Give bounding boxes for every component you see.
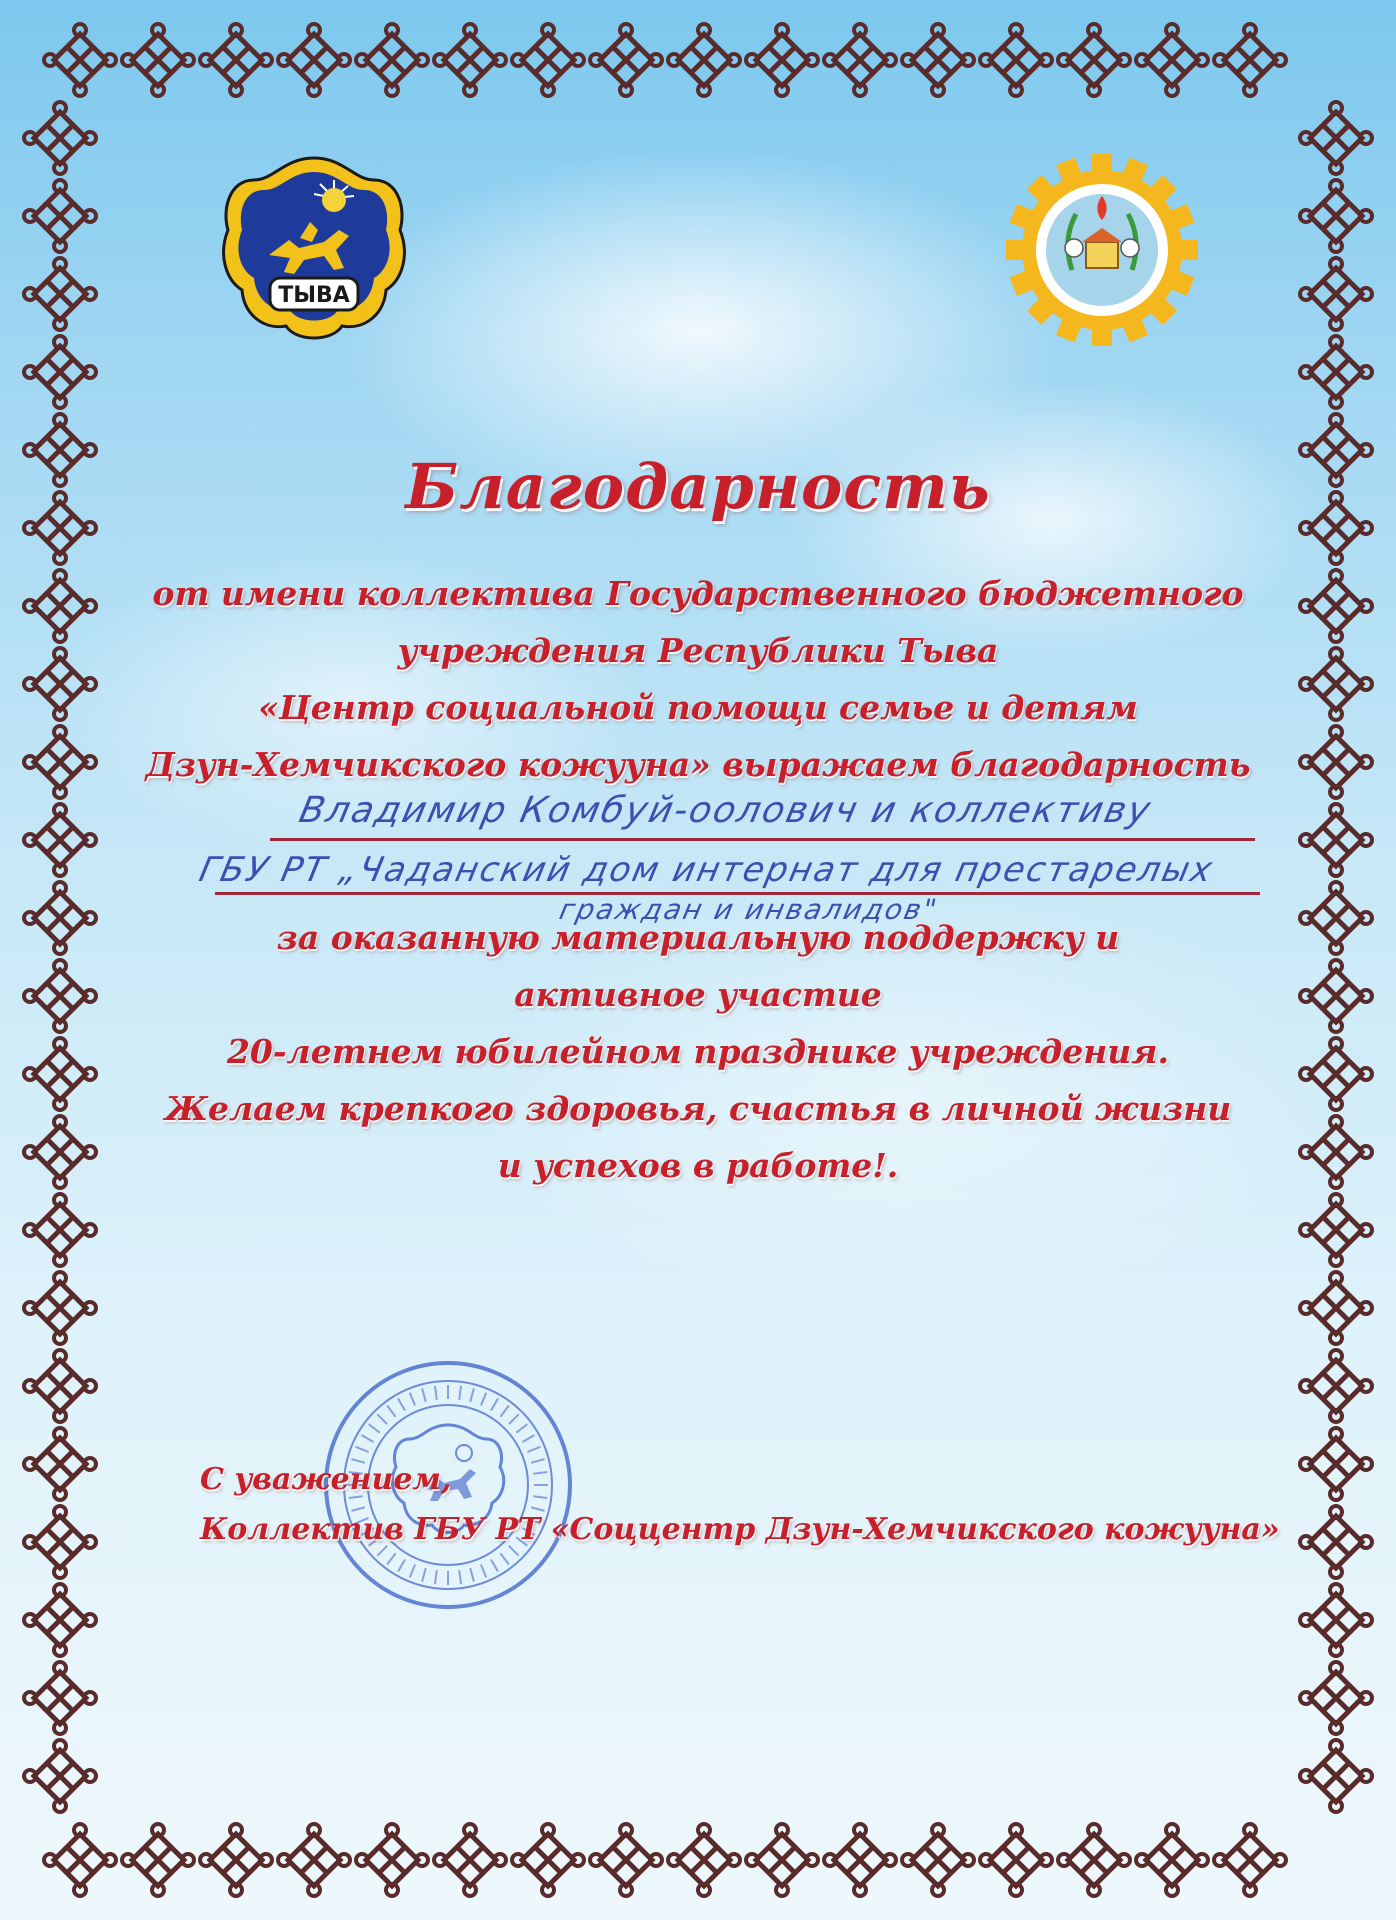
border-knot xyxy=(746,1824,818,1896)
border-knot xyxy=(1214,1824,1286,1896)
closing-signatory: Коллектив ГБУ РТ «Соццентр Дзун-Хемчикского кожууна» xyxy=(200,1512,1280,1547)
border-knot xyxy=(356,24,428,96)
border-knot xyxy=(824,1824,896,1896)
closing-greeting: С уважением, xyxy=(200,1462,452,1497)
border-knot xyxy=(278,24,350,96)
body-line-2: активное участие xyxy=(514,975,882,1014)
border-knot xyxy=(1300,1350,1372,1422)
border-knot xyxy=(1058,24,1130,96)
border-knot xyxy=(1058,1824,1130,1896)
tuva-emblem xyxy=(214,150,414,350)
border-knot xyxy=(1300,102,1372,174)
recipient-handwriting-3: граждан и инвалидов" xyxy=(556,893,942,926)
border-knot xyxy=(590,1824,662,1896)
border-knot xyxy=(512,1824,584,1896)
border-knot xyxy=(1300,1584,1372,1656)
recipient-handwriting-1: Владимир Комбуй-оолович и коллективу xyxy=(295,790,1156,831)
border-knot xyxy=(200,24,272,96)
signature-block xyxy=(200,1455,1280,1555)
border-knot xyxy=(278,1824,350,1896)
border-knot xyxy=(24,1584,96,1656)
kozhuun-emblem xyxy=(1002,150,1202,350)
border-knot xyxy=(980,1824,1052,1896)
border-knot xyxy=(1300,804,1372,876)
border-knot xyxy=(1300,1194,1372,1266)
border-knot xyxy=(122,24,194,96)
certificate-title: Благодарность xyxy=(405,450,991,523)
border-knot xyxy=(44,1824,116,1896)
intro-line-1: от имени коллектива Государственного бюджетного xyxy=(152,574,1244,613)
border-knot xyxy=(590,24,662,96)
border-knot xyxy=(1136,1824,1208,1896)
border-knot xyxy=(44,24,116,96)
recipient-handwriting-2: ГБУ РТ „Чаданский дом интернат для престарелых xyxy=(195,850,1218,890)
border-knot xyxy=(24,180,96,252)
intro-line-4: Дзун-Хемчикского кожууна» выражаем благодарность xyxy=(145,745,1251,784)
border-knot xyxy=(200,1824,272,1896)
border-knot xyxy=(902,1824,974,1896)
border-knot xyxy=(1300,1740,1372,1812)
border-knot xyxy=(668,1824,740,1896)
border-knot xyxy=(24,804,96,876)
border-knot xyxy=(1300,1428,1372,1500)
border-knot xyxy=(1300,336,1372,408)
body-line-5: и успехов в работе!. xyxy=(497,1146,899,1185)
border-knot xyxy=(668,24,740,96)
intro-line-3: «Центр социальной помощи семье и детям xyxy=(258,688,1138,727)
border-knot xyxy=(1300,180,1372,252)
border-knot xyxy=(434,1824,506,1896)
intro-line-2: учреждения Республики Тыва xyxy=(397,631,999,670)
border-knot xyxy=(24,258,96,330)
tuva-emblem-label: ТЫВА xyxy=(278,283,350,308)
border-knot xyxy=(1214,24,1286,96)
body-line-3: 20-летнем юбилейном празднике учреждения. xyxy=(226,1032,1170,1071)
border-knot xyxy=(24,1740,96,1812)
border-knot xyxy=(24,1428,96,1500)
border-knot xyxy=(902,24,974,96)
border-knot xyxy=(122,1824,194,1896)
border-knot xyxy=(24,336,96,408)
border-knot xyxy=(1300,1662,1372,1734)
border-knot xyxy=(1300,1506,1372,1578)
border-knot xyxy=(434,24,506,96)
border-knot xyxy=(512,24,584,96)
border-knot xyxy=(1300,258,1372,330)
border-knot xyxy=(1136,24,1208,96)
border-knot xyxy=(24,1194,96,1266)
border-knot xyxy=(980,24,1052,96)
border-knot xyxy=(824,24,896,96)
border-knot xyxy=(356,1824,428,1896)
border-knot xyxy=(24,1350,96,1422)
border-knot xyxy=(746,24,818,96)
border-knot xyxy=(24,1662,96,1734)
border-knot xyxy=(24,1272,96,1344)
border-knot xyxy=(24,1506,96,1578)
border-knot xyxy=(1300,1272,1372,1344)
recipient-rule-1 xyxy=(270,838,1255,841)
body-line-1: за оказанную материальную поддержку и xyxy=(276,918,1120,957)
body-line-4: Желаем крепкого здоровья, счастья в личной жизни xyxy=(164,1089,1232,1128)
border-knot xyxy=(24,102,96,174)
